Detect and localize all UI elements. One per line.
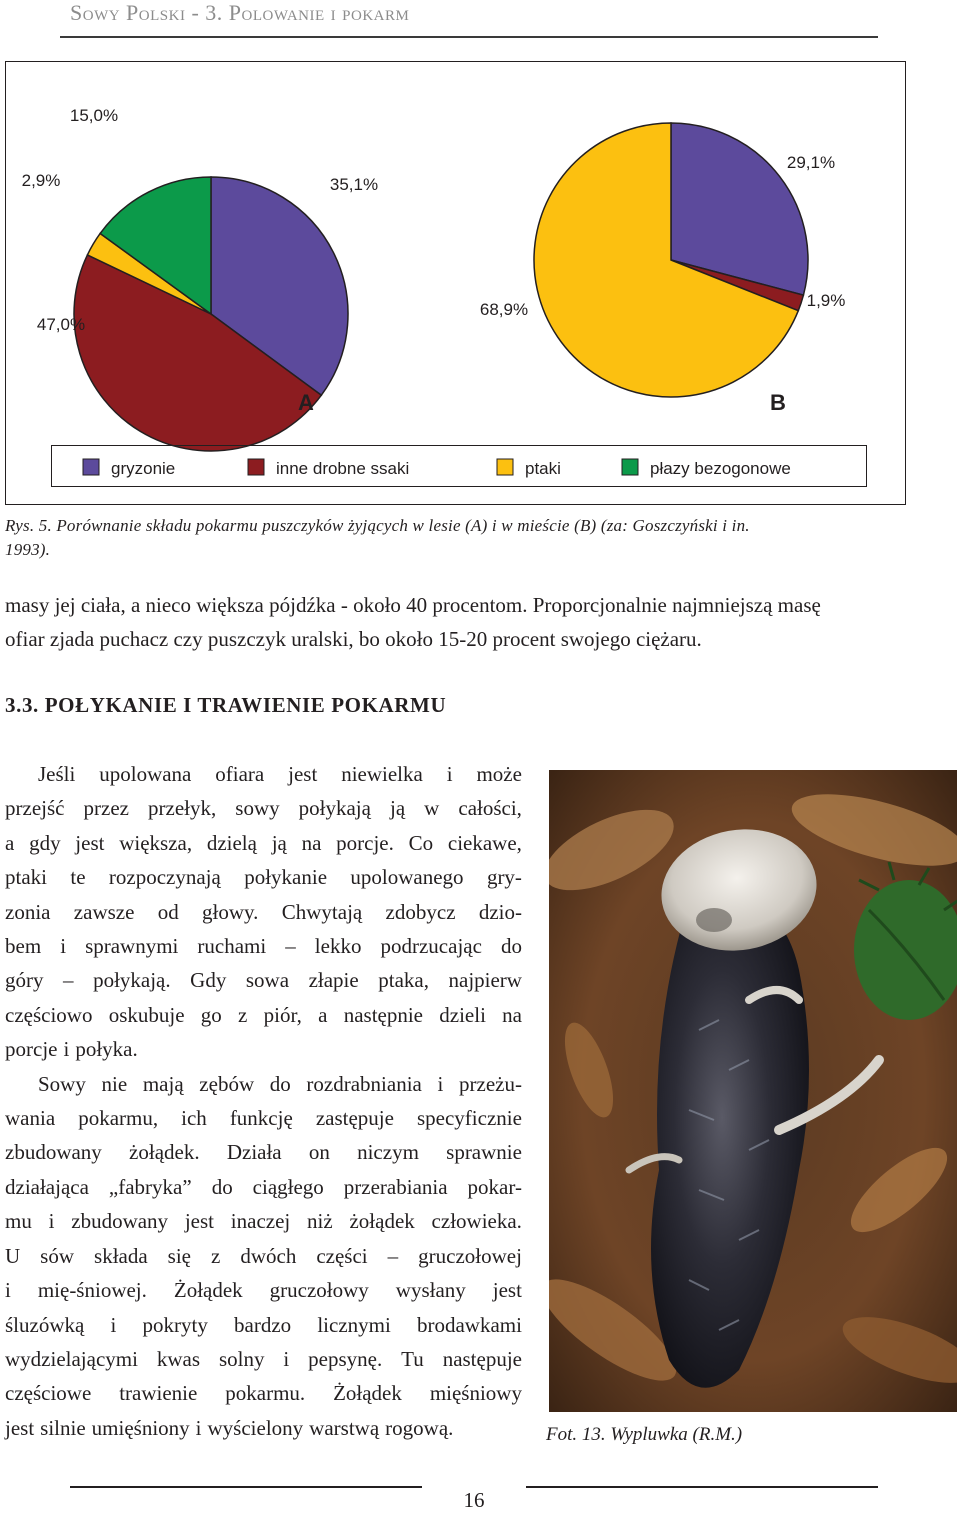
pellet-photo-image (549, 770, 957, 1412)
legend-label: ptaki (525, 459, 561, 478)
legend-swatch (83, 459, 99, 475)
body-line: śluzówką i pokryty bardzo licznymi brodawkami (5, 1312, 522, 1337)
body-line: i mię-śniowej. Żołądek gruczołowy wysłany jest (5, 1278, 522, 1303)
body-line: ptaki te rozpoczynają połykanie upolowanego gry- (5, 865, 522, 890)
intro-paragraph (5, 588, 960, 656)
body-line: a gdy jest większa, dzielą ją na porcje. Co ciekawe, (5, 830, 522, 855)
legend-swatch (248, 459, 264, 475)
legend-label: płazy bezogonowe (650, 459, 791, 478)
pie-b-title: B (770, 390, 786, 415)
body-line: góry – połykają. Gdy sowa złapie ptaka, najpierw (5, 968, 522, 993)
pie-b-value-label: 1,9% (806, 291, 846, 310)
body-line: mu i zbudowany jest inaczej niż żołądek człowieka. (5, 1209, 522, 1234)
body-line: działająca „fabryka” do ciągłego przerabiania pokar- (5, 1174, 522, 1199)
body-line: częściowe trawienie pokarmu. Żołądek mięśniowy (5, 1381, 522, 1406)
body-line: częściowo oskubuje go z piór, a następnie dzieli na (5, 1002, 522, 1027)
body-line: bem i sprawnymi ruchami – lekko podrzucając do (5, 934, 522, 959)
intro-line-2: ofiar zjada puchacz czy puszczyk uralski, bo około 15-20 procent swojego ciężaru. (5, 627, 702, 651)
legend-swatch (622, 459, 638, 475)
caption-line-1: Rys. 5. Porównanie składu pokarmu puszczyków żyjących w lesie (A) i w mieście (B) (za: Goszczyński i in. (5, 516, 750, 535)
intro-line-1: masy jej ciała, a nieco większa pójdźka - około 40 procentom. Proporcjonalnie najmniejszą masę (5, 593, 821, 617)
figure-pie-charts (5, 61, 906, 505)
chart-legend (51, 445, 867, 487)
pie-a-value-label: 2,9% (21, 171, 61, 190)
body-text-column (5, 757, 522, 1445)
legend-label: inne drobne ssaki (276, 459, 410, 478)
legend-svg (52, 446, 868, 488)
photo-caption: Fot. 13. Wypluwka (R.M.) (546, 1424, 743, 1445)
body-line: Jeśli upolowana ofiara jest niewielka i może (38, 762, 522, 786)
pie-a-value-label: 47,0% (36, 315, 86, 334)
body-line: przejść przez przełyk, sowy połykają ją w całości, (5, 796, 522, 821)
figure-caption (5, 514, 910, 562)
legend-swatch (497, 459, 513, 475)
pellet-photo (549, 770, 957, 1412)
pie-a-value-label: 35,1% (329, 175, 379, 194)
pie-b-value-label: 68,9% (479, 300, 529, 319)
pie-a-title: A (298, 390, 314, 415)
body-line: porcje i połyka. (5, 1037, 138, 1062)
body-line: Sowy nie mają zębów do rozdrabniania i przeżu- (38, 1071, 522, 1096)
caption-line-2: 1993). (5, 540, 51, 559)
legend-label: gryzonie (111, 459, 176, 478)
body-line: wania pokarmu, ich funkcję zastępuje specyficznie (5, 1106, 522, 1131)
body-line: U sów składa się z dwóch części – gruczołowej (5, 1243, 522, 1268)
body-line: zbudowany żołądek. Działa on niczym sprawnie (5, 1140, 522, 1165)
body-line: wydzielającymi kwas solny i pepsynę. Tu następuje (5, 1346, 522, 1371)
page-number: 16 (463, 1488, 485, 1512)
body-line: zonia zawsze od głowy. Chwytają zdobycz dzio- (5, 899, 522, 924)
section-heading: 3.3. POŁYKANIE I TRAWIENIE POKARMU (5, 693, 447, 717)
pie-a-value-label: 15,0% (69, 106, 119, 125)
body-line: jest silnie umięśniony i wyścielony warstwą rogową. (5, 1415, 454, 1440)
pie-b-value-label: 29,1% (786, 153, 836, 172)
pie-charts-svg (6, 62, 907, 506)
header-rule (60, 36, 878, 38)
running-head: Sowy Polski - 3. Polowanie i pokarm (70, 0, 410, 25)
